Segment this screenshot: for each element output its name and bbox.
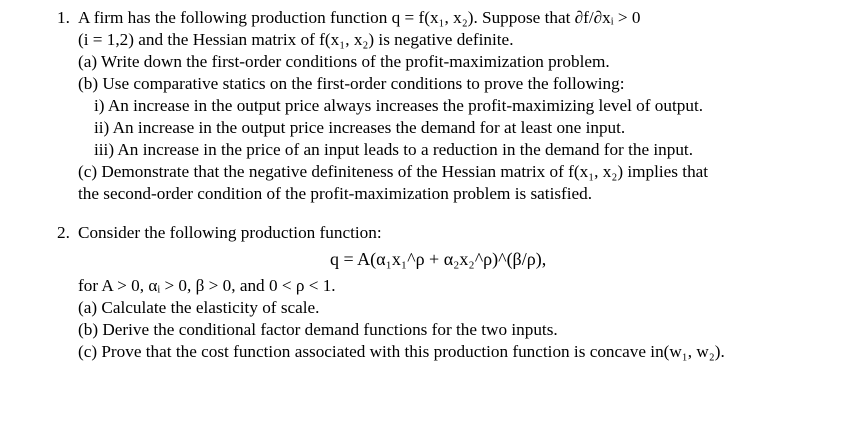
problem-2-conditions: for A > 0, αᵢ > 0, β > 0, and 0 < ρ < 1.: [78, 276, 336, 295]
problem-1-part-a: (a) Write down the first-order conditions of the profit-maximization problem.: [78, 52, 610, 71]
problem-1-part-b: (b) Use comparative statics on the first-order conditions to prove the following:: [78, 74, 625, 93]
problem-1-part-b-iii: iii) An increase in the price of an input leads to a reduction in the demand for the input.: [94, 140, 693, 159]
problem-1-line-2: (i = 1,2) and the Hessian matrix of f(x₁, x₂) is negative definite.: [78, 30, 514, 49]
problem-1-part-c-cont: the second-order condition of the profit-maximization problem is satisfied.: [78, 184, 593, 203]
problem-2-part-b: (b) Derive the conditional factor demand functions for the two inputs.: [78, 320, 558, 339]
problem-2-part-c: (c) Prove that the cost function associated with this production function is concave in(w₁, w₂).: [78, 342, 725, 361]
problem-2-number: 2.: [57, 223, 70, 242]
problem-1-part-c: (c) Demonstrate that the negative definiteness of the Hessian matrix of f(x₁, x₂) implies that: [78, 162, 709, 181]
problem-1-part-b-i: i) An increase in the output price always increases the profit-maximizing level of output.: [94, 96, 704, 115]
problem-1-part-b-ii: ii) An increase in the output price increases the demand for at least one input.: [94, 118, 626, 137]
problem-2-intro: Consider the following production function:: [78, 223, 382, 242]
problem-2-part-a: (a) Calculate the elasticity of scale.: [78, 298, 320, 317]
problem-1-number: 1.: [57, 8, 70, 27]
problem-1-line-1: A firm has the following production function q = f(x₁, x₂). Suppose that ∂f/∂xᵢ > 0: [78, 8, 641, 27]
production-function-formula: q = A(α₁x₁^ρ + α₂x₂^ρ)^(β/ρ),: [330, 249, 547, 269]
